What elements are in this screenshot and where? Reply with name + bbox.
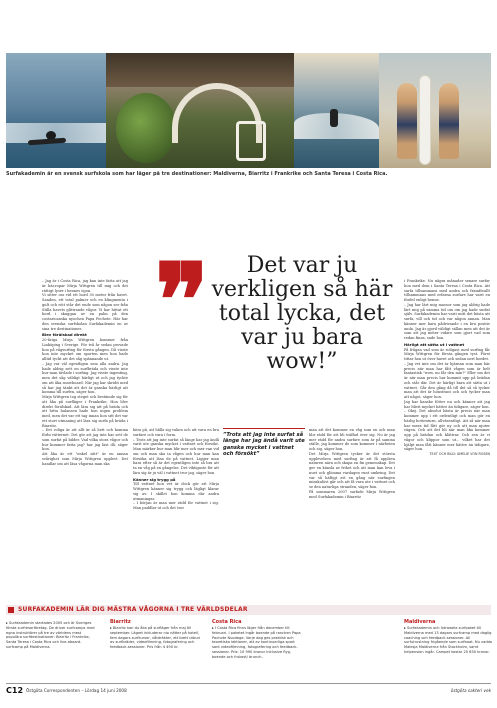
paragraph: – Jag har lärt mig massor som jag aldrig hade lärt mig på samma tid om om jag hade surfat själv. Surfakademin har varit mitt det bästa att surfa, vill och tid och var någon annan. Man känner mer bara pådrivande i en bra positiv anda. Jag är gjord väldigt sällan men att det är som att jag möter vidare som gjort vad som redan finns, sade hon. [404,302,490,340]
fact-intro [6,621,96,650]
photo-strip [6,53,491,168]
side-quote-text: ”Trots att jag inte surfat så länge har jag ändå varit ute ganska mycket i vattnet och försökt” [223,432,305,457]
paragraph: På sommaren 2007 surfade Mirja Wittgren med Surfakademin i Biarritz [309,489,395,499]
article-column-4 [404,279,490,584]
photo-chair [236,121,266,161]
paragraph: – I början är man mer rädd för vattnet i sig. Man paddlar ut och det tror [133,501,219,510]
photo-surfer-wave [6,53,106,168]
side-quote [223,428,305,457]
fact-costa-rica [212,619,302,660]
fact-text: ▸ I Costa Rica finns läger från december till februari. I paketet ingår boende på ranchen Papa Pochote Nuodage. Varje dag ges praktisk och teoretiska lektioner, att av kontinuerliga sport sant videofilmning, fotografering och feedback-sessioner. Pris: 10 990 kronor inklusive flyg, boende och frukost/ brunch. [212,626,301,659]
page-number: C12 [6,686,24,695]
paragraph: i Frankrike. Nu några månader senare surfar hon med dem i Santa Teresa i Costa Rica. Att surfa tillsammans med andra och framförallt tillsammans med erfarna surfare har varit en fördel enligt henne. [404,279,490,302]
byline: TEXT OCH BILD: AMELIE VON ROSEN [429,452,490,456]
fact-box-title: SURFAKADEMIN LÄR DIG MÄSTRA VÅGORNA I TRE VÄRLDSDELAR [18,606,248,613]
fact-text: ▸ Biarritz kan du åka på surfläger från maj till september. Lägret inkluderar nio nätter på hotell, fem dagars surfkurser, våtdräkter, ett brett utbud av surfbräder, videofilmning, fotografering och feedback-sessioner. Pris från 4 490 kr. [110,626,200,650]
photo-surfer-person [397,83,417,159]
article-column-3 [309,428,395,584]
paragraph: 20-åriga Mirja Wittgren kommer från Linköping i Sverige. För två år sedan provade hon på vågsurfing för första gången. Då visste hon inte mycket om sporten men hon hade alltid tyckt att det såg spännande ut. [42,338,128,361]
paragraph: man att det kommer en våg som en och man blir rädd för att bli träffad över sig. Nu är jag mer rädd för andra surfare som är på samma ställe, jag kommer de som kommer i närheten och sig, säger hon. [309,428,395,451]
subheading: Härligt att sätta ut i vattnet [404,341,465,347]
subheading: Känner sig trygg på [133,476,176,482]
fact-text: ▸ Surfakademin startades 2005 och är Sveriges första surfresorföretag. De driver surfcamps med egna instruktörer på tre av världens mest populära surfdestinationer: Biarritz i Frankrike, Santa Teresa i Costa Rica och live-aboard-surfcamp på Maldiverna. [6,621,95,649]
red-square-icon [8,607,14,613]
fact-heading: Costa Rica [212,619,242,625]
paragraph: – Okej. Det absolut bästa är precis när man kommer upp i ett ordentligt och man gör en härlig bottenturn, allväsentligt. Att så när man har mera tid fått gör ny och att man njuter vägen. Och att det bli när man åka kommer upp på brädan och klättrar. Och sen är vi vågor och klippor som ut... vilket har det hjälpt man fått känner mer bättre än tidigare, säger hon. [404,409,490,452]
fact-maldiverna [404,619,494,655]
photo-surfers-beach [379,53,491,168]
fact-heading: Maldiverna [404,619,436,625]
paragraph: Det Mirja Wittgren tycker är det största upplevelsen med surfing är att få uppleva naturen nära och skapa en fin gemenskap. Det ger en känsla av frihet och att man kan leva i nuet och glömma vardagen runt omkring. Det var så häftigt att en gång när surfingen mirakulöst går och att få vara ute i vattnet och se den naturliga stranden, säger hon. [309,451,395,489]
article-column-1 [42,279,128,584]
fact-text: ▸ Surfakademin och Intrawela surfpaket till Maldiverna med 13 dagars surfcamp med daglig coaching och feedback-sessioner. All surfutrustning frigående som surfboat. Nu vaddo Malesja Maldiverna från Stockholm, samt helpension ingår. Campet kostar 25 650 kronor. [404,626,493,654]
pull-quote: Det var ju verkligen så här total lycka, det var ju bara wow!” [211,253,393,374]
section-name: östgöta sakteri vek [450,688,491,693]
paragraph: Att åka är ett "enkel sätt" är en annan svårighet som Mirja Wittgren upplevt. Det handlar om att läsa vågorna man ska [42,452,128,466]
paragraph: Till vattnet hon vet är dock gör att Mirja Wittgren känner sig trygg och lägligt klarar sig av. I skillet hon komma där andra utmaningar. [133,482,219,501]
article-column-2 [133,428,219,584]
page-footer [6,683,491,695]
photo-surfboard [419,75,431,165]
paragraph: Vi sitter oss vid ett bord 30 meter från havet. Sanden, ett total palmer och en klingmenta i gult och rött står det ende som någon ser från Stilla havets glittrande vågor. Vi har hittat ett bord i skuggan av en palm på den costaricanska nyochen Papa Pochote. Här har den svenska surfskolan Surfakademin en av sina tre destinationer. [42,293,128,331]
photo-surfer-person [439,83,459,159]
fact-box-header [6,605,491,615]
quote-mark-icon: ❞ [155,241,199,359]
publication-line: Östgöta Correspondenten – Lördag 14 juni 2008 [26,688,127,693]
photo-surfer-ocean [294,53,379,168]
paragraph: – Trots att jag inte surfat så länge har jag ändå varit ute ganska mycket i vattnet och försökt. Man märker hur man blir mer och mer van vid om och man ska ta vågen och hur man kan försöka att läsa de på vattnet. Ligger man bara efter så är det egentligen inte så bra att ta en våg på en gångelse. Det viktigaste för att lära sig är ju väl i vattnet tror jag, säger hon. [133,437,219,475]
subheading: Blev förälskad direkt [42,332,87,338]
paragraph: – Jag är i Costa Rica, jag kan inte fatta att jag är här,ropar Mirja Wittgren till mig och det rättigt lyser i hennes ögon. [42,279,128,293]
fact-heading: Biarritz [110,619,131,625]
paragraph: Mirja Wittgren tog steget och bestämde sig för att åka på surfläger i Frankrike. Hon blev direkt förälskad. Att lära sig att på bräda och att hitta balansen hade hon ingen problem med, men det var ett tag innan hon sitt det var ett stort utmaning att lära sig surfa på bräda i Biarritz. [42,395,128,428]
paragraph: – Jag vet inte om det är hjärnan som man här precis när man har fått vågen som är helt fantastisk "wow, nu får den min?" Eller om det är när man precis har kommit upp på brädan och står där. Det är härligt bara att sätta ut i vattnet. Går den gång då till det så så tycker man att det är hönstrant och och tycker man att något, säger hon. [404,361,490,399]
quote-rule [223,428,305,429]
photo-surfer-figure [330,109,338,127]
paragraph: Jag har kanske fötter nu och känner att jag har blivit mycket bättre än tidigare, säger hon. [404,399,490,409]
photo-caption: Surfakademin är en svensk surfskola som har läger på tre destinationer: Maldiverna, Biarritz i Frankrike och Santa Teresa i Costa Rica. [6,171,388,177]
paragraph: På frågan vad som är roligast med surfing får Mirja Wittgren för första gången tyst. Först tittar hon ut över havet och sedan nert bordet. [404,347,490,361]
photo-surf-camp-terrace [106,53,294,168]
photo-plant [116,93,176,163]
fact-biarritz [110,619,200,650]
photo-roof [106,53,294,87]
paragraph: – Det roliga är att allt är så hett och komma förbi vätternet. Det gör att jag inte har sett de som surfat på bilder. Vad vilka stora vågor och hur kommer fatta jag? har jag läst då, säger hon. [42,428,128,452]
paragraph: – Jag var väl egentligen som alla andra. Jag hade aldrig sett en surfbräda och visste inte hur man tävlade i surfing. Jag visste ingenting, men det såg väldigt härligt ut och jag tyckte om att åka snowboard. När jag har skridit med så har jag tänkt att det är ganska härligt att komma till surfen, säger hon. [42,361,128,395]
paragraph: köra på, att hålla sig vaken och att vara en bra surfare och vara i form. [133,428,219,437]
